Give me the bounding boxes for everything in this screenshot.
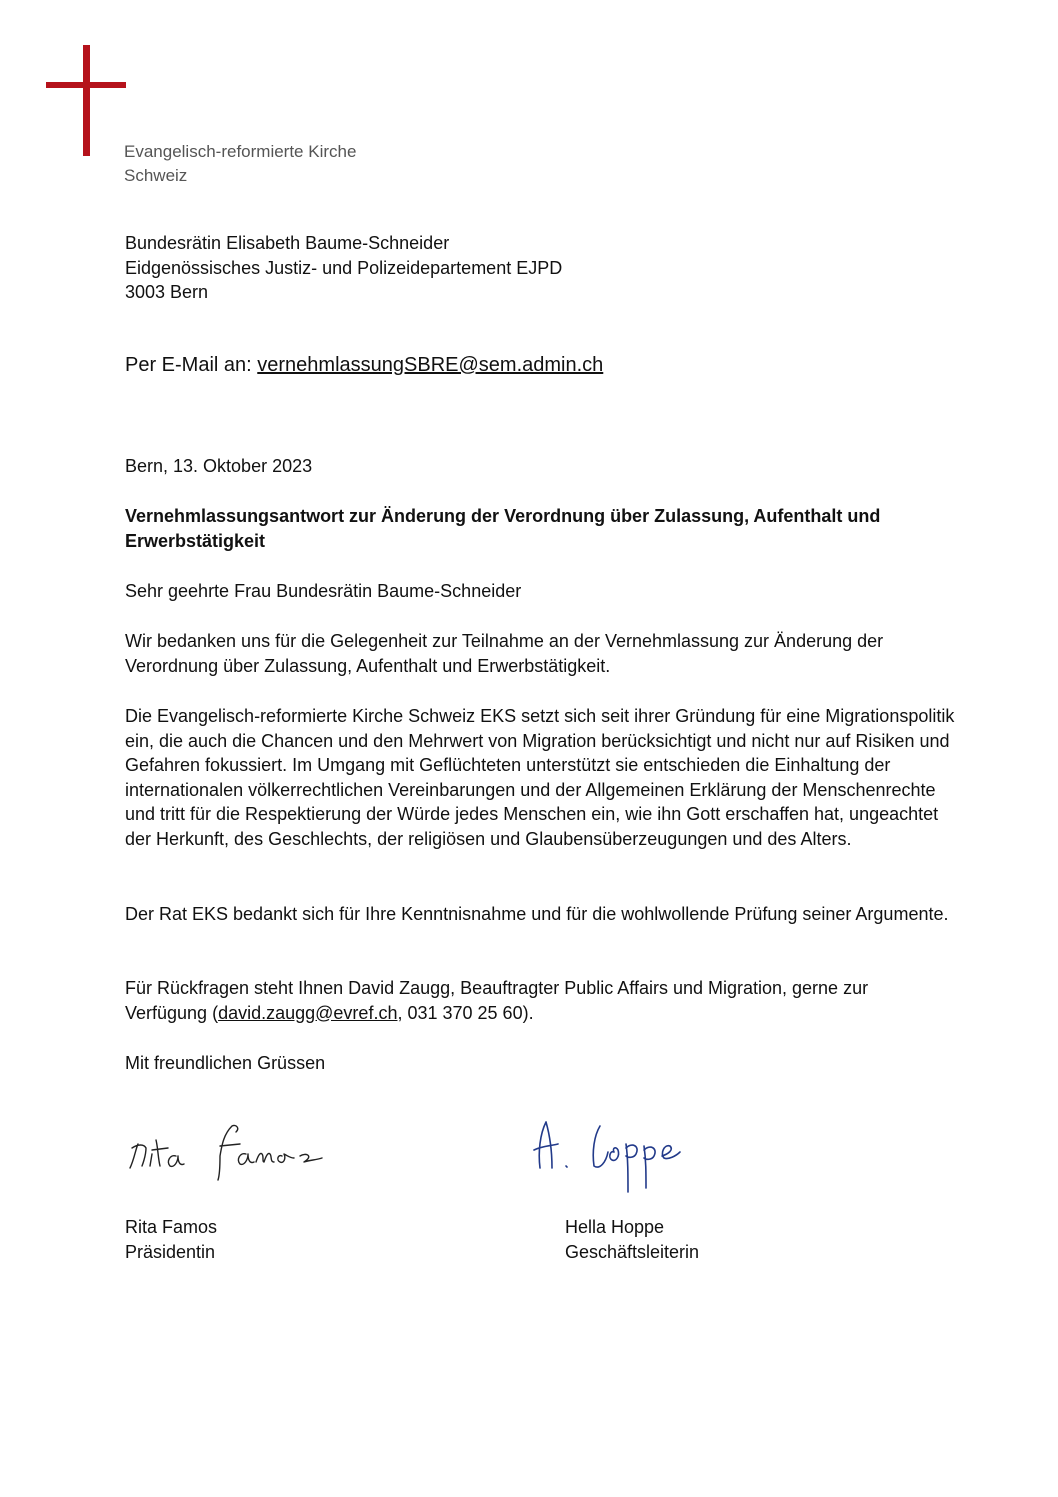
signer-2 <box>565 1215 699 1264</box>
recipient-line-3: 3003 Bern <box>125 282 209 302</box>
org-line-1: Evangelisch-reformierte Kirche <box>124 142 357 161</box>
recipient-line-2: Eidgenössisches Justiz- und Polizeidepartement EJPD <box>125 257 563 278</box>
org-line-2: Schweiz <box>124 166 188 185</box>
signature-hella-hoppe <box>528 1112 698 1197</box>
paragraph-2: Die Evangelisch-reformierte Kirche Schweiz EKS setzt sich seit ihrer Gründung für eine Migrationspolitik ein, die auch die Chancen und den Mehrwert von Migration berücksichtigt und nicht nur auf Risiken und Gefahren fokussiert. Im Umgang mit Geflüchteten unterstützt sie entschieden die Einhaltung der internationalen völkerrechtlichen Vereinbarungen und der Allgemeinen Erklärung der Menschenrechte und tritt für die Respektierung der Würde jedes Menschen ein, wie ihn Gott erschaffen hat, ungeachtet der Herkunft, des Geschlechts, der religiösen und Glaubensüberzeugungen und des Alters. <box>125 706 955 849</box>
signature-rita-famos <box>124 1118 334 1183</box>
recipient-line-1: Bundesrätin Elisabeth Baume-Schneider <box>125 233 450 253</box>
signer-2-name: Hella Hoppe <box>565 1217 665 1237</box>
paragraph-1: Wir bedanken uns für die Gelegenheit zur Teilnahme an der Vernehmlassung zur Änderung der Verordnung über Zulassung, Aufenthalt und Erwerbstätigkeit. <box>125 631 884 676</box>
signer-1-name: Rita Famos <box>125 1217 218 1237</box>
contact-email-link[interactable]: david.zaugg@evref.ch <box>218 1002 398 1023</box>
signer-2-title: Geschäftsleiterin <box>565 1241 700 1262</box>
letter-date: Bern, 13. Oktober 2023 <box>125 456 313 476</box>
email-prefix: Per E-Mail an: <box>125 354 258 376</box>
email-link[interactable]: vernehmlassungSBRE@sem.admin.ch <box>257 354 604 376</box>
email-line <box>125 352 603 378</box>
cross-logo-horizontal <box>46 82 126 88</box>
salutation: Sehr geehrte Frau Bundesrätin Baume-Schneider <box>125 581 522 601</box>
paragraph-3: Der Rat EKS bedankt sich für Ihre Kenntnisnahme und für die wohlwollende Prüfung seiner Argumente. <box>125 904 949 924</box>
paragraph-4-phone: , 031 370 25 60). <box>397 1002 534 1023</box>
recipient-address <box>125 231 562 305</box>
letter-subject: Vernehmlassungsantwort zur Änderung der Verordnung über Zulassung, Aufenthalt und Erwerbstätigkeit <box>125 506 881 551</box>
signer-1-title: Präsidentin <box>125 1241 216 1262</box>
closing: Mit freundlichen Grüssen <box>125 1053 326 1073</box>
paragraph-4 <box>125 976 955 1025</box>
paragraph-4-text: Für Rückfragen steht Ihnen David Zaugg, Beauftragter Public Affairs und Migration, gerne zur Verfügung ( <box>125 978 869 1023</box>
organization-name <box>124 140 356 188</box>
signer-1 <box>125 1215 217 1264</box>
cross-logo-vertical <box>83 45 90 156</box>
